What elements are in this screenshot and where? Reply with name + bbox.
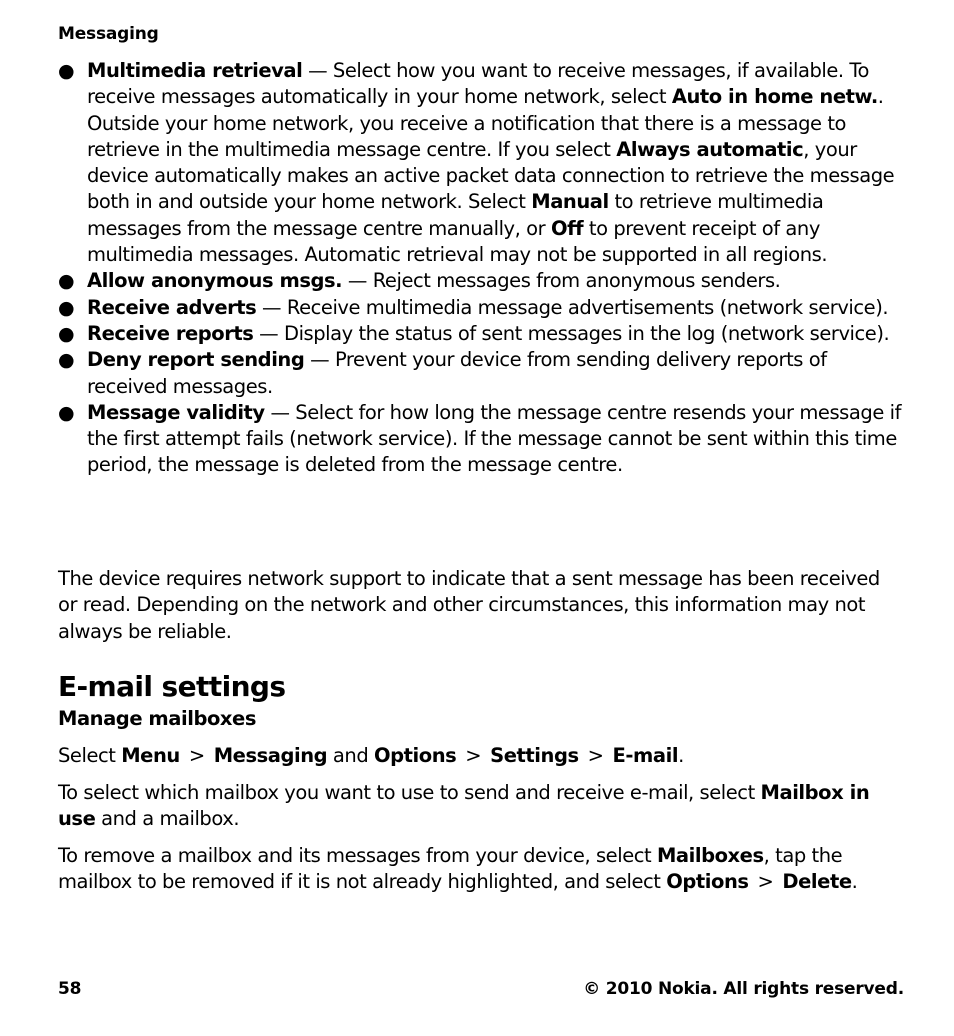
subsection-title: Manage mailboxes [58, 707, 256, 730]
option-term: Always automatic [616, 137, 804, 161]
bullet-dot-icon: ● [58, 270, 75, 293]
bullet-term: Receive reports [87, 321, 254, 345]
email-term: E-mail [612, 744, 679, 767]
running-head: Messaging [58, 24, 159, 44]
em-dash: — [264, 400, 296, 424]
description-text: . Outside your home network, you receive a notification that there is a message to retrieve in the multimedia message centre. If you select [87, 85, 884, 161]
description-text: Display the status of sent messages in the log (network service). [284, 321, 890, 345]
bullet-dot-icon: ● [58, 60, 75, 82]
period: . [678, 744, 684, 767]
em-dash: — [304, 348, 335, 372]
mailbox-in-use-paragraph [58, 780, 904, 833]
bullet-item [58, 268, 904, 294]
em-dash: — [342, 269, 373, 293]
bullet-term: Allow anonymous msgs. [87, 269, 343, 293]
messaging-term: Messaging [213, 744, 328, 767]
option-term: Manual [531, 190, 609, 214]
settings-bullet-list [58, 58, 904, 479]
mailbox-in-use-term: Mailbox in use [58, 781, 870, 831]
delivery-note-paragraph: The device requires network support to indicate that a sent message has been received or read. Depending on the network and other circumstances, this information may not always be reliable. [58, 567, 880, 643]
bullet-item [58, 295, 904, 321]
bullet-item [58, 321, 904, 347]
em-dash: — [256, 295, 287, 319]
description-text: Select how you want to receive messages, if available. To receive messages automatically in your home network, select [87, 59, 870, 109]
copyright-notice: © 2010 Nokia. All rights reserved. [583, 979, 904, 999]
options-term: Options [666, 870, 749, 894]
mailbox-in-use-text-before: To select which mailbox you want to use to send and receive e-mail, select [58, 781, 761, 804]
option-term: Off [550, 216, 584, 240]
description-text: to prevent receipt of any multimedia messages. Automatic retrieval may not be supported in all regions. [87, 216, 828, 267]
menu-term: Menu [121, 744, 180, 767]
bullet-item [58, 347, 904, 400]
description-text: to retrieve multimedia messages from the message centre manually, or [87, 190, 824, 240]
description-text: , your device automatically makes an active packet data connection to retrieve the message both in and outside your home network. Select [87, 137, 895, 214]
path-separator: > [757, 870, 774, 894]
remove-text-middle: , tap the mailbox to be removed if it is not already highlighted, and select [58, 844, 843, 894]
bullet-item [58, 400, 904, 479]
section-title: E-mail settings [58, 670, 286, 703]
page-number: 58 [58, 979, 82, 999]
delete-term: Delete [782, 870, 852, 894]
options-term: Options [374, 744, 457, 767]
description-text: Reject messages from anonymous senders. [372, 269, 781, 293]
bullet-dot-icon: ● [58, 349, 75, 372]
bullet-term: Multimedia retrieval [87, 59, 303, 82]
remove-mailbox-paragraph [58, 843, 904, 896]
select-path-paragraph [58, 743, 904, 769]
bullet-dot-icon: ● [58, 401, 75, 424]
path-separator: > [188, 744, 205, 767]
mailboxes-term: Mailboxes [656, 844, 764, 867]
mailbox-in-use-text-after: and a mailbox. [95, 807, 240, 831]
and-text: and [327, 744, 374, 767]
bullet-term: Deny report sending [87, 348, 305, 372]
select-prefix: Select [58, 744, 122, 767]
path-separator: > [465, 744, 482, 767]
description-text: Prevent your device from sending delivery reports of received messages. [87, 348, 827, 398]
bullet-item [58, 58, 904, 268]
description-text: Select for how long the message centre resends your message if the first attempt fails (network service). If the message cannot be sent within this time period, the message is deleted from the message centre. [87, 400, 901, 477]
em-dash: — [253, 321, 284, 345]
settings-term: Settings [490, 744, 579, 767]
em-dash: — [302, 59, 333, 82]
bullet-term: Message validity [87, 400, 265, 424]
period: . [851, 870, 858, 894]
bullet-term: Receive adverts [87, 295, 257, 319]
bullet-dot-icon: ● [58, 296, 75, 319]
remove-text-before: To remove a mailbox and its messages from your device, select [58, 844, 657, 867]
bullet-dot-icon: ● [58, 322, 75, 345]
path-separator: > [587, 744, 604, 767]
description-text: Receive multimedia message advertisements (network service). [286, 295, 889, 319]
option-term: Auto in home netw. [671, 85, 878, 109]
